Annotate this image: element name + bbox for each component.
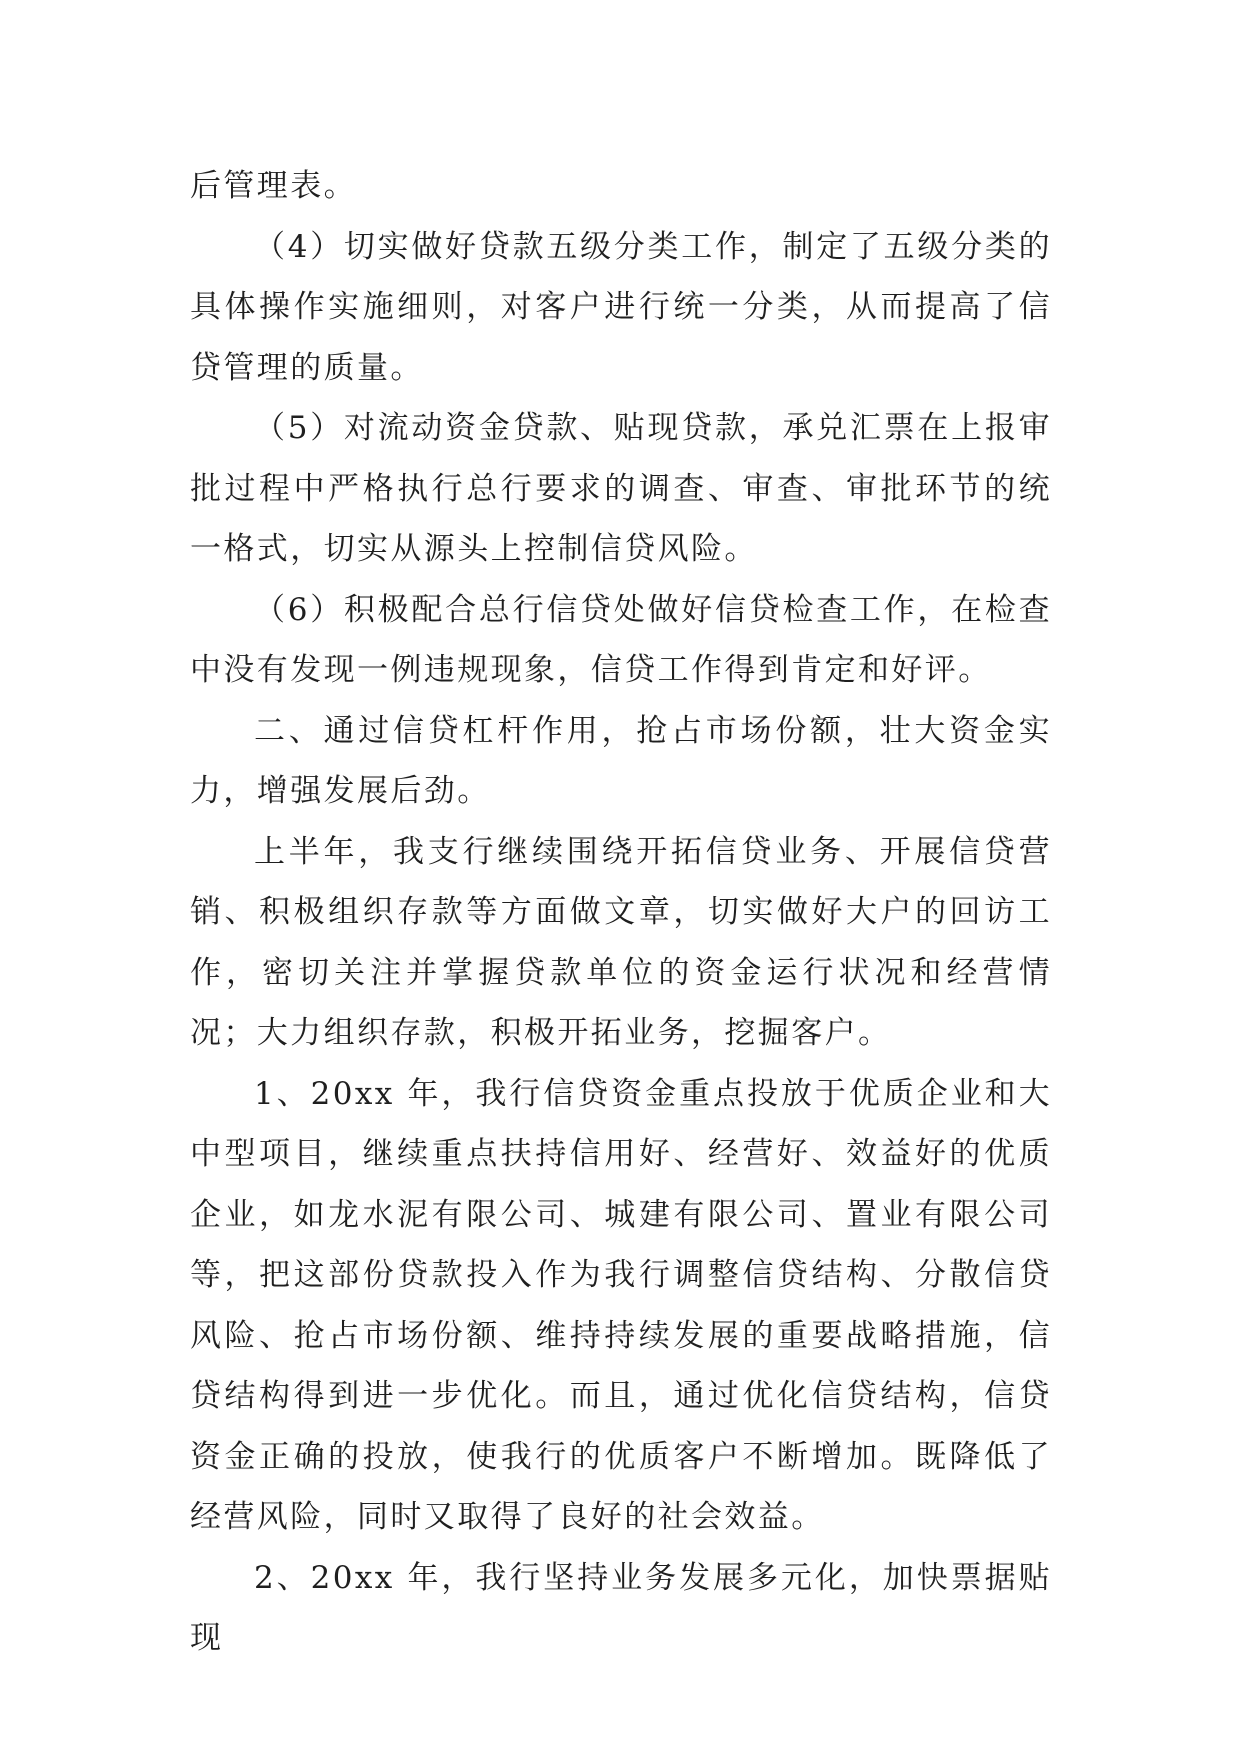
section-heading-2: 二、通过信贷杠杆作用，抢占市场份额，壮大资金实力，增强发展后劲。 xyxy=(190,712,1052,809)
document-body xyxy=(190,156,1052,1669)
paragraph-item-5: （5）对流动资金贷款、贴现贷款，承兑汇票在上报审批过程中严格执行总行要求的调查、审查、审批环节的统一格式，切实从源头上控制信贷风险。 xyxy=(190,410,1052,567)
paragraph-point-2: 2、20xx 年，我行坚持业务发展多元化，加快票据贴现 xyxy=(190,1559,1052,1656)
paragraph-item-6: （6）积极配合总行信贷处做好信贷检查工作，在检查中没有发现一例违规现象，信贷工作得到肯定和好评。 xyxy=(190,591,1052,688)
paragraph-first-half-year: 上半年，我支行继续围绕开拓信贷业务、开展信贷营销、积极组织存款等方面做文章，切实做好大户的回访工作，密切关注并掌握贷款单位的资金运行状况和经营情况；大力组织存款，积极开拓业务，挖掘客户。 xyxy=(190,833,1052,1051)
paragraph-continuation: 后管理表。 xyxy=(190,168,357,204)
paragraph-item-4: （4）切实做好贷款五级分类工作，制定了五级分类的具体操作实施细则，对客户进行统一分类，从而提高了信贷管理的质量。 xyxy=(190,228,1052,386)
paragraph-point-1: 1、20xx 年，我行信贷资金重点投放于优质企业和大中型项目，继续重点扶持信用好、经营好、效益好的优质企业，如龙水泥有限公司、城建有限公司、置业有限公司等，把这部份贷款投入作为我行调整信贷结构、分散信贷风险、抢占市场份额、维持持续发展的重要战略措施，信贷结构得到进一步优化。而且，通过优化信贷结构，信贷资金正确的投放，使我行的优质客户不断增加。既降低了经营风险，同时又取得了良好的社会效益。 xyxy=(190,1075,1052,1535)
